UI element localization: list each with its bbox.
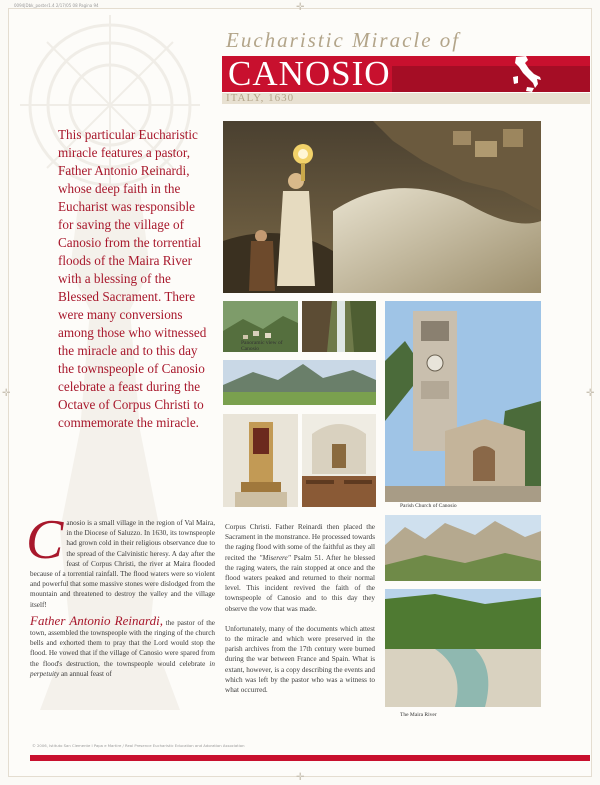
body-paragraph-4: Unfortunately, many of the documents which attest to the miracle and which were preserved in the parish archives from the 17th century were burned during the war between France and Spain. What is extant, however, is a copy describing the events and which was left by the pastor who was a witness to what occurred. <box>225 624 375 695</box>
altar-photo <box>223 414 298 507</box>
rocky-mountain-photo <box>385 515 541 581</box>
miracle-painting <box>223 121 541 293</box>
body-paragraph-3b: Psalm 51. After he blessed the raging waters, the rain stopped at once and the flood waters peaked and returned to their normal level. This incident revived the faith of the townspeople of Canosio and to this day they observe the vow that was made. <box>225 553 375 613</box>
church-caption: Parish Church of Canosio <box>400 503 457 509</box>
miserere: "Miserere" <box>259 553 291 562</box>
crop-mark-right: ✛ <box>586 388 595 399</box>
page-title: CANOSIO <box>228 54 391 93</box>
drop-cap: C <box>26 509 64 571</box>
father-name-highlight: Father Antonio Reinardi, <box>30 612 163 628</box>
body-paragraph-1: anosio is a small village in the region of Val Maira, in the Diocese of Saluzzo. In 1630, its townspeople had grown cold in their religious observance due to the spread of the Calvinistic heresy. A day after the feast of Corpus Christi, the river at Maira flooded because of a torrential rainfall. The flood waters were so violent and powerful that some massive stones were dislodged from the mountain and threatened to destroy the valley and the village itself! <box>30 519 215 609</box>
body-paragraph-2a: the pastor of the town, assembled the townspeople with the ringing of the church bells and exhorted them to pray that the Lord would stop the flood. He vowed that if the village of Canosio were spared from the flood's destruction, the townspeople would celebrate <box>30 618 215 668</box>
crop-mark-bottom: ✛ <box>296 772 305 783</box>
intro-text: This particular Eucharistic miracle features a pastor, Father Antonio Reinardi, whose deep faith in the Eucharist was responsible for saving the village of Canosio from the torrential floods of the Maira River with a blessing of the Blessed Sacrament. There were many conversions among those who witnessed the miracle and to this day the townspeople of Canosio celebrate a feast during the Octave of Corpus Christi to commemorate the miracle. <box>58 127 207 430</box>
place-date: ITALY, 1630 <box>226 92 295 104</box>
mountain-photo <box>223 360 376 405</box>
church-interior-photo <box>302 414 376 507</box>
title-banner-shade <box>392 66 590 92</box>
maira-river-photo <box>385 589 541 707</box>
river-caption: The Maira River <box>400 712 437 718</box>
italy-map-icon <box>510 55 544 93</box>
body-column-left <box>26 509 215 679</box>
body-column-right <box>225 522 375 695</box>
body-paragraph-3a: Corpus Christi. Father Reinardi then placed the Sacrament in the monstrance. He processed towards the raging flood with some of the faithful as they all recited the <box>225 523 375 562</box>
print-slug: 0094|Dbk_poster1.4 2/17/05 08 Pagina 94 <box>14 3 99 8</box>
page-subtitle: Eucharistic Miracle of <box>226 28 461 52</box>
waterfall-photo <box>302 301 376 352</box>
body-paragraph-2b: an annual feast of <box>59 669 112 678</box>
footer-bar <box>30 755 590 761</box>
crop-mark-left: ✛ <box>2 388 11 399</box>
panoramic-caption: Panoramic view of Canosio <box>241 340 283 352</box>
copyright-footer: © 2006, Istituto San Clemente I Papa e Martire / Real Presence Eucharistic Education and Adoration Association <box>32 743 245 748</box>
in-perpetuity: in perpetuity <box>30 659 215 678</box>
crop-mark-top: ✛ <box>296 2 305 13</box>
parish-church-photo <box>385 301 541 502</box>
